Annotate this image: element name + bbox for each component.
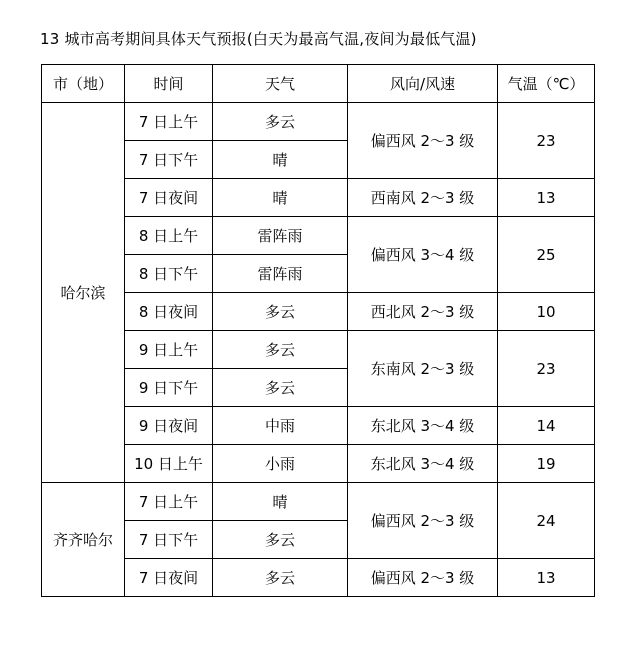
table-row <box>42 445 595 483</box>
wind-cell: 东北风 3～4 级 <box>348 445 498 483</box>
weather-cell: 中雨 <box>213 407 348 445</box>
wind-cell: 西南风 2～3 级 <box>348 179 498 217</box>
table-row <box>42 103 595 141</box>
time-cell: 10 日上午 <box>125 445 213 483</box>
temperature-cell: 14 <box>498 407 595 445</box>
temperature-cell: 13 <box>498 559 595 597</box>
temperature-cell: 23 <box>498 331 595 407</box>
time-cell: 9 日下午 <box>125 369 213 407</box>
table-row <box>42 217 595 255</box>
city-cell: 哈尔滨 <box>42 103 125 483</box>
wind-cell: 东北风 3～4 级 <box>348 407 498 445</box>
time-cell: 8 日夜间 <box>125 293 213 331</box>
header-time: 时间 <box>125 65 213 103</box>
wind-cell: 偏西风 2～3 级 <box>348 559 498 597</box>
weather-cell: 雷阵雨 <box>213 217 348 255</box>
city-cell: 齐齐哈尔 <box>42 483 125 597</box>
time-cell: 7 日下午 <box>125 521 213 559</box>
table-row <box>42 407 595 445</box>
temperature-cell: 10 <box>498 293 595 331</box>
weather-cell: 多云 <box>213 521 348 559</box>
time-cell: 7 日夜间 <box>125 559 213 597</box>
table-row <box>42 559 595 597</box>
document-title: 13 城市高考期间具体天气预报(白天为最高气温,夜间为最低气温) <box>40 30 477 48</box>
weather-cell: 雷阵雨 <box>213 255 348 293</box>
table-header-row <box>42 65 595 103</box>
time-cell: 7 日下午 <box>125 141 213 179</box>
time-cell: 8 日上午 <box>125 217 213 255</box>
header-wind: 风向/风速 <box>348 65 498 103</box>
weather-cell: 小雨 <box>213 445 348 483</box>
weather-cell: 晴 <box>213 179 348 217</box>
weather-cell: 晴 <box>213 483 348 521</box>
wind-cell: 偏西风 2～3 级 <box>348 103 498 179</box>
weather-cell: 多云 <box>213 559 348 597</box>
wind-cell: 偏西风 3～4 级 <box>348 217 498 293</box>
weather-cell: 多云 <box>213 331 348 369</box>
weather-forecast-table <box>41 64 595 597</box>
table-row <box>42 331 595 369</box>
weather-cell: 多云 <box>213 293 348 331</box>
time-cell: 7 日上午 <box>125 483 213 521</box>
weather-cell: 晴 <box>213 141 348 179</box>
table-row <box>42 483 595 521</box>
temperature-cell: 25 <box>498 217 595 293</box>
time-cell: 7 日夜间 <box>125 179 213 217</box>
time-cell: 9 日上午 <box>125 331 213 369</box>
header-city: 市（地） <box>42 65 125 103</box>
temperature-cell: 24 <box>498 483 595 559</box>
time-cell: 9 日夜间 <box>125 407 213 445</box>
weather-cell: 多云 <box>213 103 348 141</box>
wind-cell: 偏西风 2～3 级 <box>348 483 498 559</box>
header-temperature: 气温（℃） <box>498 65 595 103</box>
wind-cell: 东南风 2～3 级 <box>348 331 498 407</box>
temperature-cell: 19 <box>498 445 595 483</box>
header-weather: 天气 <box>213 65 348 103</box>
time-cell: 7 日上午 <box>125 103 213 141</box>
temperature-cell: 23 <box>498 103 595 179</box>
temperature-cell: 13 <box>498 179 595 217</box>
time-cell: 8 日下午 <box>125 255 213 293</box>
weather-cell: 多云 <box>213 369 348 407</box>
table-row <box>42 179 595 217</box>
table-row <box>42 293 595 331</box>
wind-cell: 西北风 2～3 级 <box>348 293 498 331</box>
